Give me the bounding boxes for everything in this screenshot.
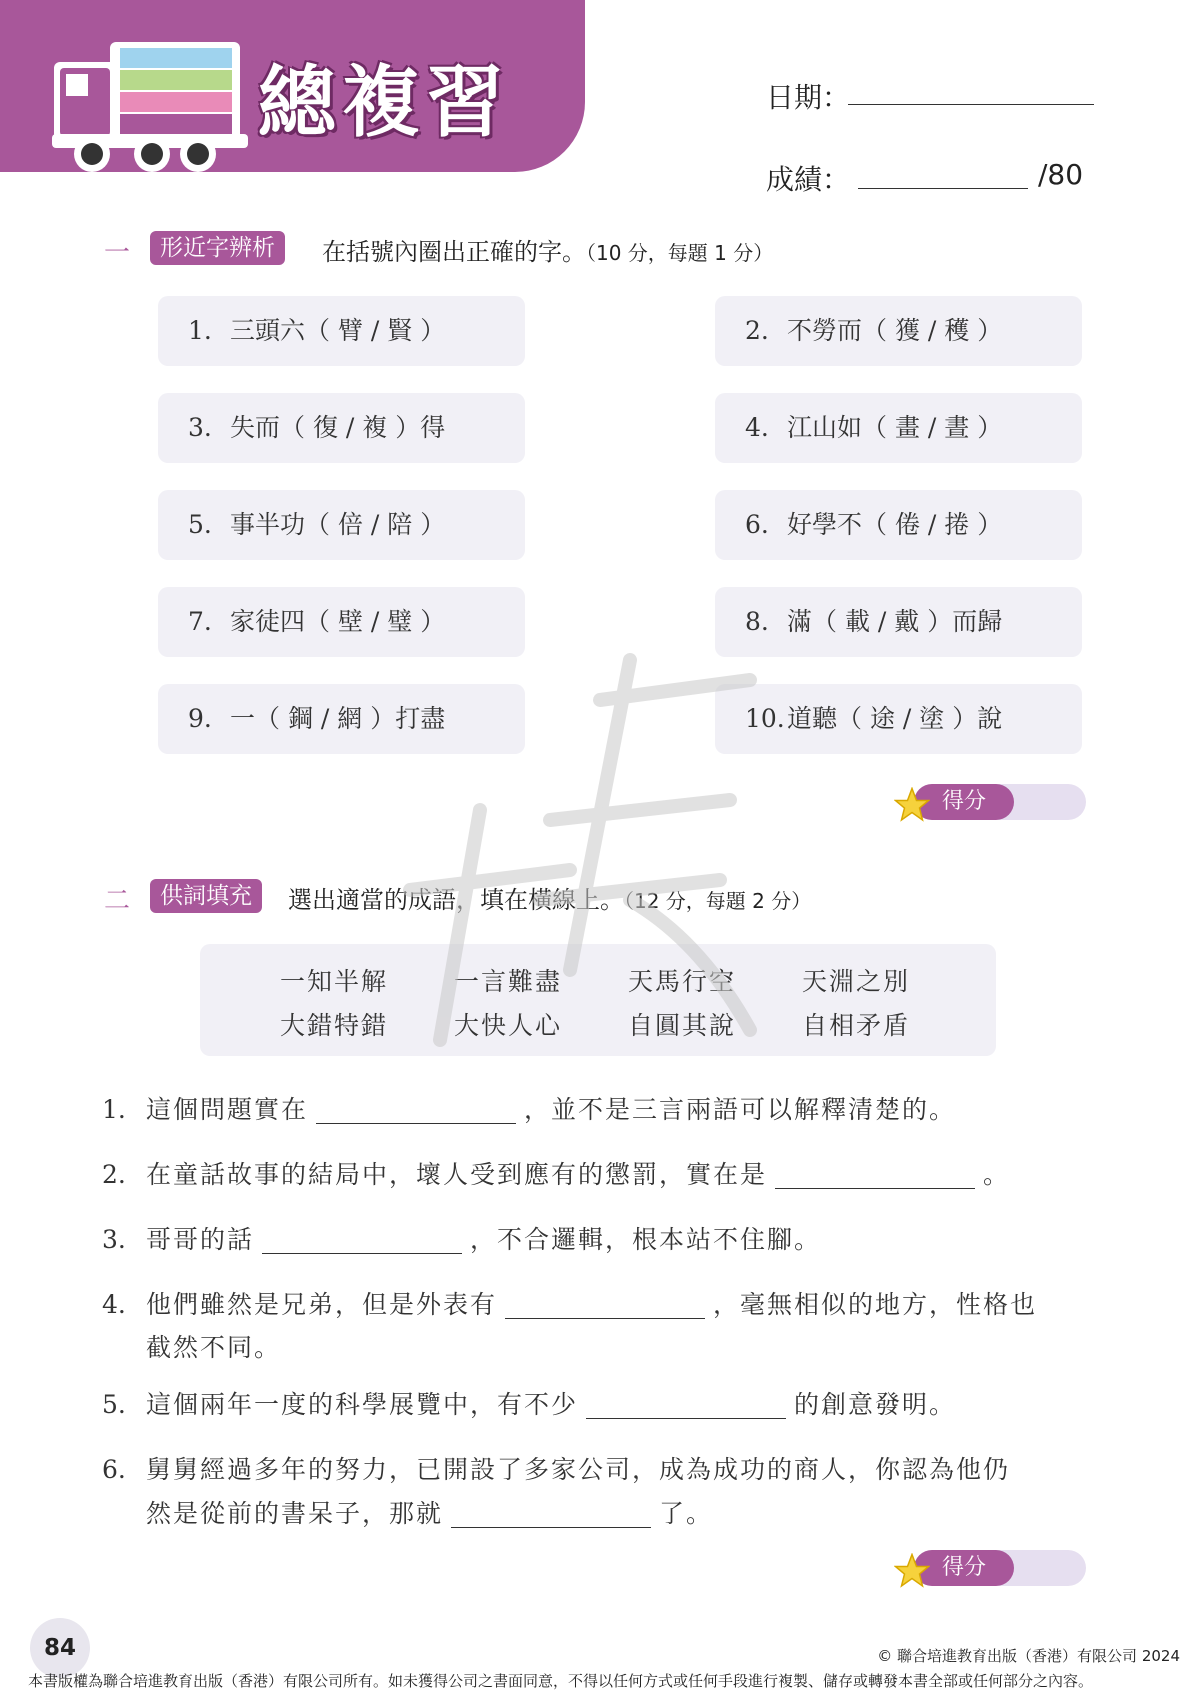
section1-score-box[interactable]: [886, 782, 1086, 822]
answer-blank[interactable]: [775, 1161, 975, 1189]
q1-item-8[interactable]: 8. 滿（ 載 / 戴 ）而歸: [715, 587, 1082, 657]
star-icon: [894, 787, 930, 823]
truck-icon: [48, 30, 258, 178]
section1-points: （10 分，每題 1 分）: [586, 241, 774, 265]
q1-item-10[interactable]: 10.道聽（ 途 / 塗 ）說: [715, 684, 1082, 754]
q1-item-9[interactable]: 9. 一（ 鋼 / 網 ）打盡: [158, 684, 525, 754]
section1-tag: 形近字辨析: [150, 231, 285, 265]
section2-tag: 供詞填充: [150, 879, 262, 913]
section2-number: 二: [104, 886, 131, 916]
word-bank-item: 一言難盡: [454, 967, 563, 996]
q1-item-5[interactable]: 5. 事半功（ 倍 / 陪 ）: [158, 490, 525, 560]
section2-instruction: 選出適當的成語，填在橫線上。（12 分，每題 2 分）: [288, 886, 812, 914]
word-bank: [200, 944, 996, 1056]
q2-sentence-4-line2: 截然不同。: [146, 1333, 282, 1362]
q2-sentence-3: 3. 哥哥的話 ，不合邏輯，根本站不住腳。: [102, 1225, 822, 1254]
answer-blank[interactable]: [316, 1096, 516, 1124]
q2-sentence-6: 6. 舅舅經過多年的努力，已開設了多家公司，成為成功的商人，你認為他仍: [102, 1455, 1011, 1484]
section1-instruction: 在括號內圈出正確的字。（10 分，每題 1 分）: [322, 238, 774, 266]
date-line[interactable]: [848, 104, 1094, 105]
section2-score-label: 得分: [914, 1550, 1014, 1586]
word-bank-item: 一知半解: [280, 967, 389, 996]
page-number: 84: [30, 1618, 90, 1678]
answer-blank[interactable]: [262, 1226, 462, 1254]
answer-blank[interactable]: [586, 1391, 786, 1419]
section2-score-box[interactable]: [886, 1548, 1086, 1588]
word-bank-item: 大錯特錯: [280, 1011, 389, 1040]
word-bank-item: 大快人心: [454, 1011, 563, 1040]
date-label: 日期：: [766, 81, 851, 114]
score-label: 成績：: [766, 163, 851, 196]
q2-sentence-6-line2: 然是從前的書呆子，那就 了。: [146, 1499, 714, 1528]
score-total: /80: [1038, 158, 1084, 191]
star-icon: [894, 1553, 930, 1589]
copyright-notice: 本書版權為聯合培進教育出版（香港）有限公司所有。如未獲得公司之書面同意，不得以任何方式或任何手段進行複製、儲存或轉發本書全部或任何部分之內容。: [28, 1672, 1094, 1690]
q1-item-6[interactable]: 6. 好學不（ 倦 / 捲 ）: [715, 490, 1082, 560]
word-bank-item: 自圓其說: [628, 1011, 737, 1040]
q2-sentence-2: 2. 在童話故事的結局中，壞人受到應有的懲罰，實在是 。: [102, 1160, 1011, 1189]
q1-item-7[interactable]: 7. 家徒四（ 壁 / 璧 ）: [158, 587, 525, 657]
word-bank-item: 天淵之別: [802, 967, 911, 996]
section1-score-label: 得分: [914, 784, 1014, 820]
q2-sentence-5: 5. 這個兩年一度的科學展覽中，有不少 的創意發明。: [102, 1390, 957, 1419]
word-bank-item: 自相矛盾: [802, 1011, 911, 1040]
q1-item-3[interactable]: 3. 失而（ 復 / 複 ）得: [158, 393, 525, 463]
answer-blank[interactable]: [505, 1291, 705, 1319]
q2-sentence-1: 1. 這個問題實在 ，並不是三言兩語可以解釋清楚的。: [102, 1095, 957, 1124]
q1-item-1[interactable]: 1. 三頭六（ 臂 / 賢 ）: [158, 296, 525, 366]
q2-sentence-4: 4. 他們雖然是兄弟，但是外表有 ，毫無相似的地方，性格也: [102, 1290, 1038, 1319]
copyright: © 聯合培進教育出版（香港）有限公司 2024: [877, 1647, 1180, 1665]
word-bank-item: 天馬行空: [628, 967, 737, 996]
answer-blank[interactable]: [451, 1500, 651, 1528]
q1-item-4[interactable]: 4. 江山如（ 畫 / 晝 ）: [715, 393, 1082, 463]
section1-number: 一: [104, 238, 131, 268]
page-title: 總複習: [258, 58, 511, 148]
section2-points: （12 分，每題 2 分）: [624, 889, 812, 913]
q1-item-2[interactable]: 2. 不勞而（ 獲 / 穫 ）: [715, 296, 1082, 366]
score-line[interactable]: [858, 188, 1028, 189]
